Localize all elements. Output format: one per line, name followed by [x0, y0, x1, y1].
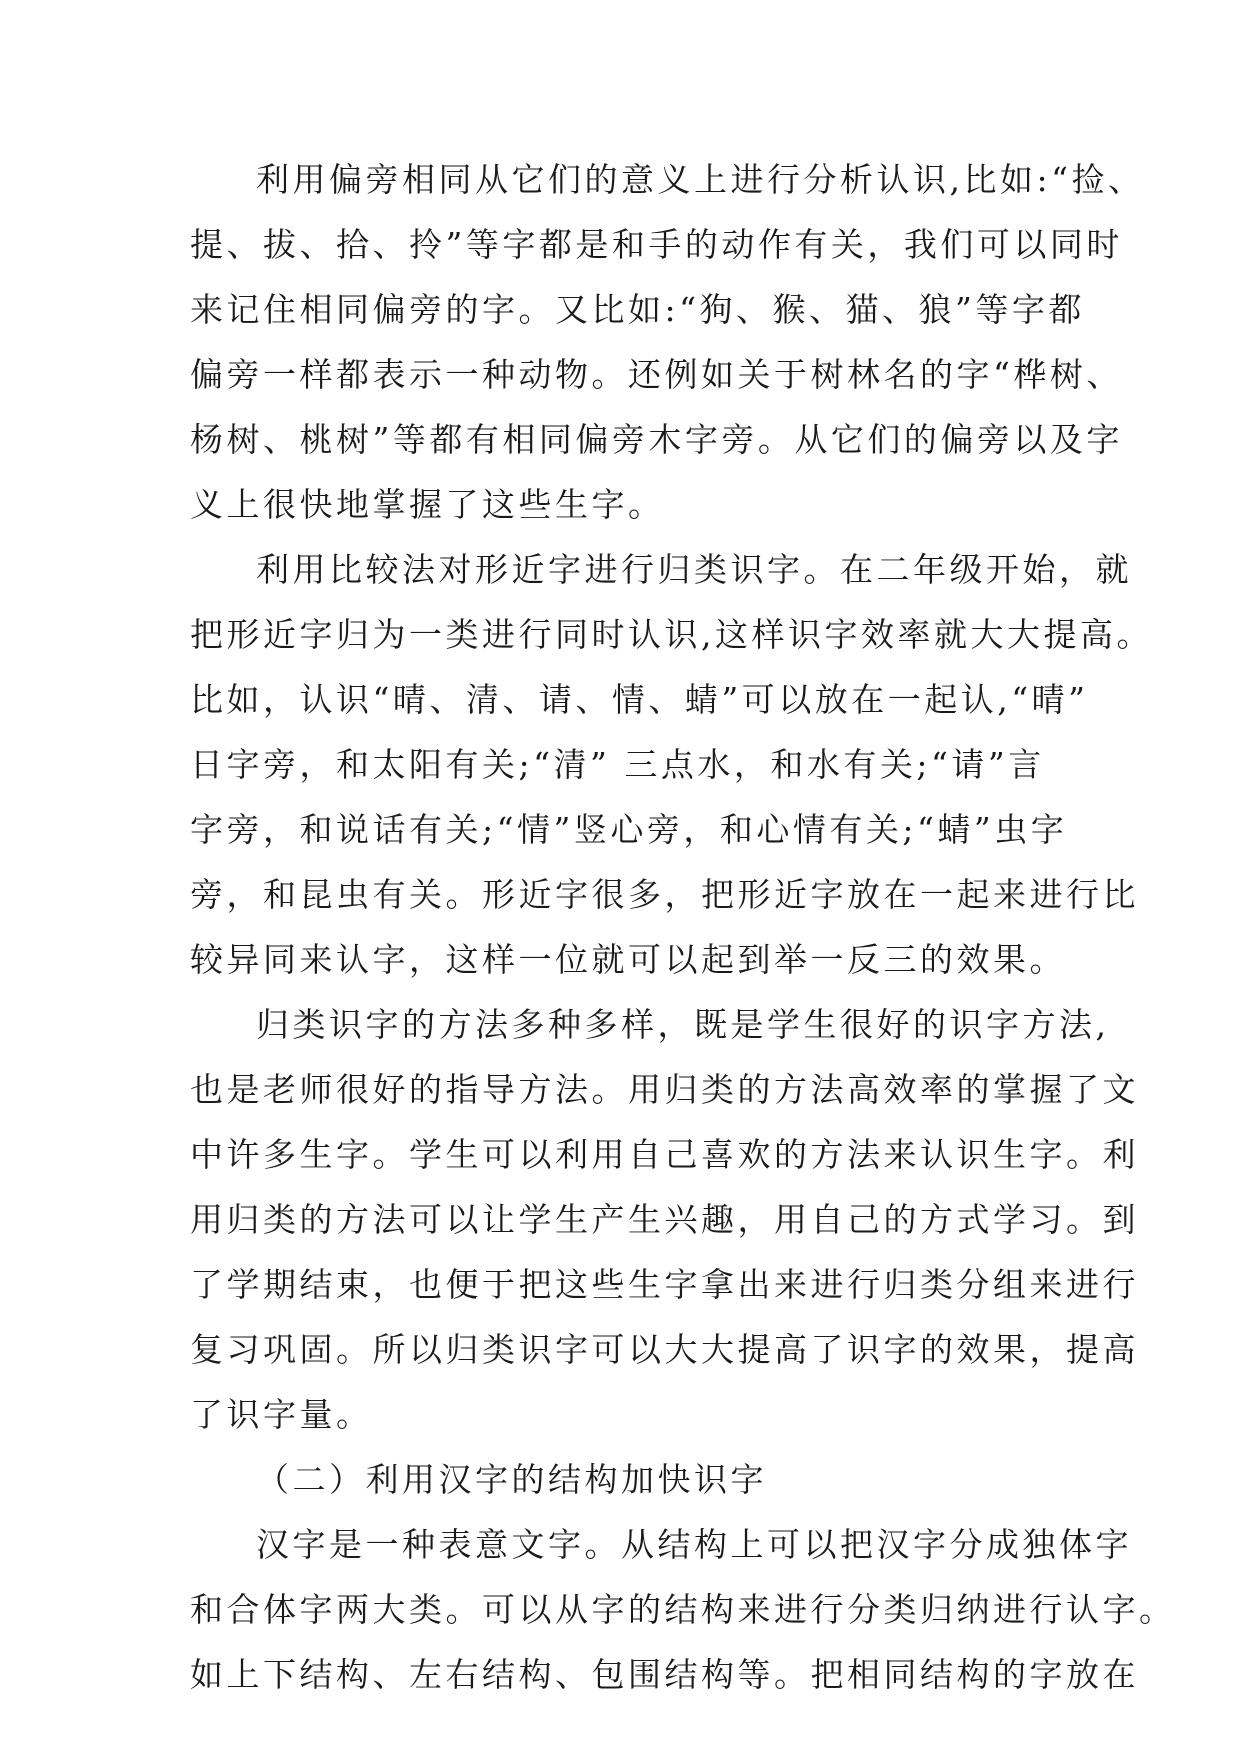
paragraph-1-line-1: 利用偏旁相同从它们的意义上进行分析认识,比如:“捡、 [256, 160, 1145, 199]
paragraph-1-line-5: 杨树、桃树”等都有相同偏旁木字旁。从它们的偏旁以及字 [190, 420, 1123, 459]
paragraph-3-line-6: 复习巩固。所以归类识字可以大大提高了识字的效果，提高 [190, 1330, 1139, 1369]
paragraph-4-line-3: 如上下结构、左右结构、包围结构等。把相同结构的字放在 [190, 1655, 1139, 1694]
paragraph-2-line-4: 日字旁，和太阳有关;“清” 三点水，和水有关;“请”言 [190, 745, 1045, 784]
paragraph-1-line-4: 偏旁一样都表示一种动物。还例如关于树林名的字“桦树、 [190, 355, 1123, 394]
paragraph-1-line-6: 义上很快地掌握了这些生字。 [190, 485, 665, 524]
paragraph-2-line-2: 把形近字归为一类进行同时认识,这样识字效率就大大提高。 [190, 615, 1153, 654]
paragraph-4-line-2: 和合体字两大类。可以从字的结构来进行分类归纳进行认字。 [190, 1590, 1176, 1629]
paragraph-3-line-4: 用归类的方法可以让学生产生兴趣，用自己的方式学习。到 [190, 1200, 1139, 1239]
paragraph-3-line-5: 了学期结束，也便于把这些生字拿出来进行归类分组来进行 [190, 1265, 1139, 1304]
paragraph-2-line-1: 利用比较法对形近字进行归类识字。在二年级开始，就 [256, 550, 1132, 589]
paragraph-3-line-3: 中许多生字。学生可以利用自己喜欢的方法来认识生字。利 [190, 1135, 1139, 1174]
paragraph-3-line-2: 也是老师很好的指导方法。用归类的方法高效率的掌握了文 [190, 1070, 1139, 1109]
paragraph-3-line-7: 了识字量。 [190, 1395, 373, 1434]
paragraph-2-line-6: 旁，和昆虫有关。形近字很多，把形近字放在一起来进行比 [190, 875, 1139, 914]
section-heading: （二）利用汉字的结构加快识字 [256, 1460, 767, 1499]
paragraph-1-line-3: 来记住相同偏旁的字。又比如:“狗、猴、猫、狼”等字都 [190, 290, 1085, 329]
paragraph-2-line-3: 比如，认识“晴、清、请、情、蜻”可以放在一起认,“晴” [190, 680, 1089, 719]
paragraph-4-line-1: 汉字是一种表意文字。从结构上可以把汉字分成独体字 [256, 1525, 1132, 1564]
paragraph-2-line-5: 字旁，和说话有关;“情”竖心旁，和心情有关;“蜻”虫字 [190, 810, 1068, 849]
paragraph-2-line-7: 较异同来认字，这样一位就可以起到举一反三的效果。 [190, 940, 1066, 979]
paragraph-3-line-1: 归类识字的方法多种多样，既是学生很好的识字方法, [256, 1005, 1110, 1044]
paragraph-1-line-2: 提、拔、拾、拎”等字都是和手的动作有关，我们可以同时 [190, 225, 1123, 264]
